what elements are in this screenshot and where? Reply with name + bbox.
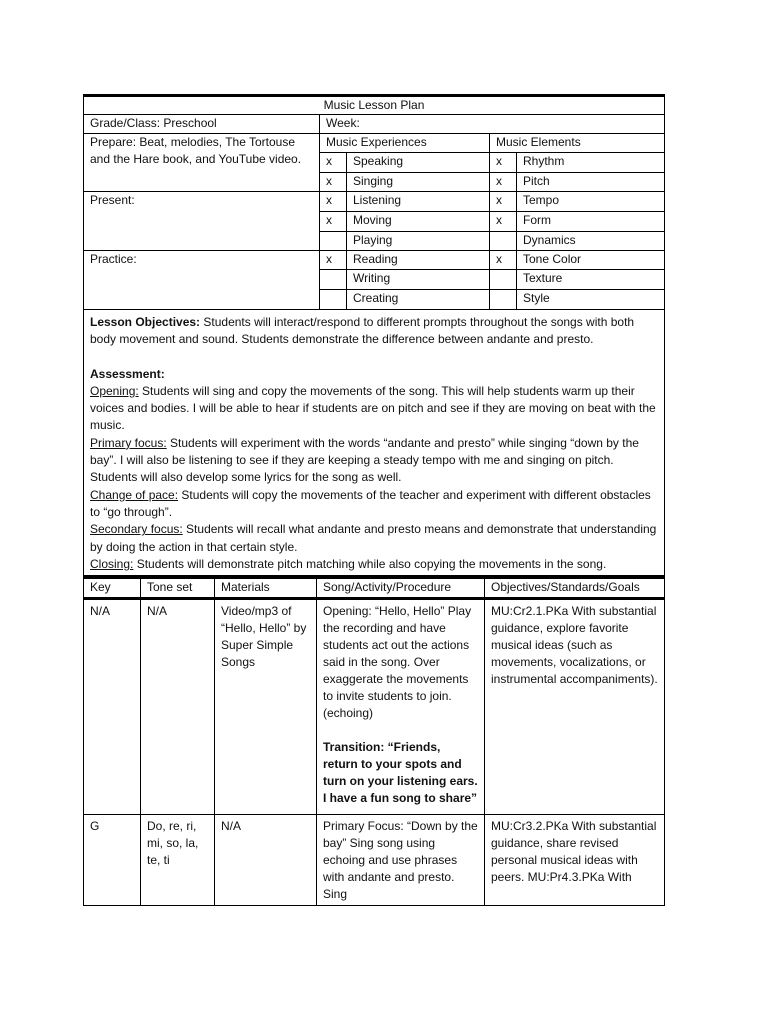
assessment-label: Assessment: <box>90 366 165 381</box>
assessment-item-text: Students will experiment with the words “andante and presto” while singing “down by the bay”. I will also be listening to see if they are keeping a steady tempo with me and singing on pitch. Students will also develop some lyrics for the song as well. <box>90 435 639 485</box>
procedure-cell: Primary Focus: “Down by the bay” Sing song using echoing and use phrases with andante and presto. Sing <box>317 815 485 906</box>
present-cell: Present: <box>84 192 320 251</box>
lesson-plan-table <box>83 94 665 578</box>
assessment-item-label: Secondary focus: <box>90 522 183 537</box>
assessment-item-text: Students will demonstrate pitch matching while also copying the movements in the song. <box>133 556 607 571</box>
element-label: Pitch <box>517 173 665 192</box>
grade-class: Grade/Class: Preschool <box>84 115 320 134</box>
assessment-item-text: Students will recall what andante and presto means and demonstrate that understanding by doing the action in that certain style. <box>90 522 657 554</box>
element-label: Form <box>517 212 665 232</box>
key-cell: N/A <box>84 599 141 815</box>
element-mark <box>490 290 517 310</box>
element-mark: x <box>490 192 517 212</box>
experiences-header: Music Experiences <box>320 134 490 153</box>
objectives-cell: MU:Cr2.1.PKa With substantial guidance, explore favorite musical ideas (such as movements, vocalizations, or instrumental accompaniments). <box>485 599 665 815</box>
objectives-label: Lesson Objectives: <box>90 315 201 329</box>
assessment-item-label: Opening: <box>90 383 139 398</box>
procedure-table <box>83 578 665 906</box>
element-mark: x <box>490 251 517 270</box>
objectives-cell: MU:Cr3.2.PKa With substantial guidance, share revised personal musical ideas with peers. MU:Pr4.3.PKa With <box>485 815 665 906</box>
header-key: Key <box>84 579 141 599</box>
experience-label: Writing <box>347 270 490 290</box>
assessment-item-label: Closing: <box>90 556 134 571</box>
experience-mark: x <box>320 251 347 270</box>
assessment-item-label: Change of pace: <box>90 487 179 502</box>
assessment-item <box>90 487 658 522</box>
experience-mark: x <box>320 173 347 192</box>
header-procedure: Song/Activity/Procedure <box>317 579 485 599</box>
experience-label: Playing <box>347 232 490 251</box>
elements-header: Music Elements <box>490 134 665 153</box>
lesson-plan-page <box>83 94 664 906</box>
experience-mark: x <box>320 153 347 173</box>
header-materials: Materials <box>215 579 317 599</box>
experience-mark <box>320 290 347 310</box>
assessment-item-label: Primary focus: <box>90 435 167 450</box>
materials-cell: Video/mp3 of “Hello, Hello” by Super Simple Songs <box>215 599 317 815</box>
materials-cell: N/A <box>215 815 317 906</box>
header-objectives: Objectives/Standards/Goals <box>485 579 665 599</box>
transition-text: Transition: “Friends, return to your spots and turn on your listening ears. I have a fun song to share” <box>323 740 478 806</box>
element-label: Tone Color <box>517 251 665 270</box>
element-mark: x <box>490 212 517 232</box>
element-label: Rhythm <box>517 153 665 173</box>
key-cell: G <box>84 815 141 906</box>
experience-label: Reading <box>347 251 490 270</box>
table-row <box>84 815 665 906</box>
lesson-objectives <box>90 314 658 349</box>
procedure-text: Opening: “Hello, Hello” Play the recording and have students act out the actions said in the song. Over exaggerate the movements to invite students to join. (echoing) <box>323 604 472 721</box>
element-label: Style <box>517 290 665 310</box>
assessment-item-text: Students will copy the movements of the teacher and experiment with different obstacles to “go through”. <box>90 487 651 519</box>
page-title: Music Lesson Plan <box>84 96 665 115</box>
experience-label: Listening <box>347 192 490 212</box>
checklist-row <box>84 251 665 270</box>
experience-mark <box>320 270 347 290</box>
table-row <box>84 599 665 815</box>
assessment-item <box>90 435 658 487</box>
experience-label: Moving <box>347 212 490 232</box>
element-label: Dynamics <box>517 232 665 251</box>
assessment-item-text: Students will sing and copy the movements of the song. This will help students warm up their voices and bodies. I will be able to hear if students are on pitch and see if they are moving on beat with the music. <box>90 383 656 433</box>
procedure-cell <box>317 599 485 815</box>
tone-set-cell: Do, re, ri, mi, so, la, te, ti <box>141 815 215 906</box>
element-mark: x <box>490 153 517 173</box>
experience-mark: x <box>320 192 347 212</box>
experience-label: Singing <box>347 173 490 192</box>
experience-mark: x <box>320 212 347 232</box>
practice-cell: Practice: <box>84 251 320 310</box>
experience-mark <box>320 232 347 251</box>
element-mark <box>490 232 517 251</box>
assessment-item <box>90 383 658 435</box>
week-field: Week: <box>320 115 665 134</box>
element-mark: x <box>490 173 517 192</box>
objectives-assessment-cell <box>84 310 665 577</box>
experience-label: Speaking <box>347 153 490 173</box>
objectives-text: Students will interact/respond to different prompts throughout the songs with both body movement and sound. Students demonstrate the difference between andante and presto. <box>90 315 635 347</box>
header-tone-set: Tone set <box>141 579 215 599</box>
element-label: Tempo <box>517 192 665 212</box>
experience-label: Creating <box>347 290 490 310</box>
assessment-item <box>90 556 658 573</box>
checklist-row <box>84 192 665 212</box>
element-label: Texture <box>517 270 665 290</box>
tone-set-cell: N/A <box>141 599 215 815</box>
assessment-item <box>90 521 658 556</box>
prepare-cell: Prepare: Beat, melodies, The Tortouse and the Hare book, and YouTube video. <box>84 134 320 192</box>
element-mark <box>490 270 517 290</box>
